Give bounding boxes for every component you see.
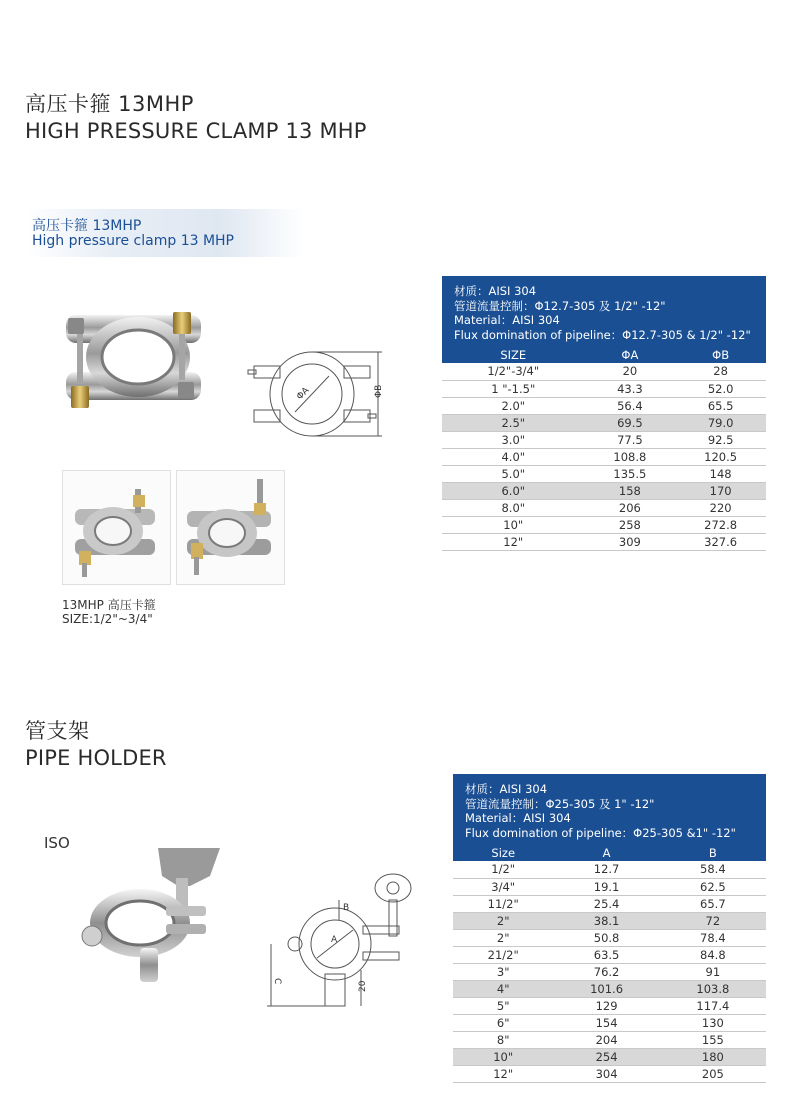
- cell-a: 135.5: [585, 465, 676, 482]
- high-pressure-clamp-photo: [58, 300, 218, 425]
- cell-b: 103.8: [660, 980, 766, 997]
- table-row: [453, 1014, 766, 1031]
- column-header-size: Size: [453, 844, 553, 861]
- cell-a: 38.1: [553, 912, 659, 929]
- cell-b: 180: [660, 1048, 766, 1065]
- clamp-size-table: [442, 346, 766, 551]
- cell-size: 8": [453, 1031, 553, 1048]
- cell-a: 19.1: [553, 878, 659, 895]
- section2-title-en: PIPE HOLDER: [25, 746, 167, 770]
- pipe-holder-spec-range-en: Flux domination of pipeline：Φ25-305 &1" -12": [465, 825, 736, 840]
- column-header-a: A: [553, 844, 659, 861]
- cell-b: 62.5: [660, 878, 766, 895]
- cell-a: 129: [553, 997, 659, 1014]
- cell-size: 1 "-1.5": [442, 380, 585, 397]
- drawing-label-phi-a: ΦA: [295, 385, 312, 403]
- section1-subtitle-box: [27, 209, 303, 257]
- cell-size: 8.0": [442, 499, 585, 516]
- cell-a: 12.7: [553, 861, 659, 878]
- pipe-holder-spec-range-cn: 管道流量控制：Φ25-305 及 1" -12": [465, 796, 655, 811]
- clamp-thumbnail-2[interactable]: [176, 470, 285, 585]
- table-row: [442, 448, 766, 465]
- cell-a: 76.2: [553, 963, 659, 980]
- cell-b: 155: [660, 1031, 766, 1048]
- cell-a: 204: [553, 1031, 659, 1048]
- cell-size: 12": [442, 533, 585, 550]
- cell-size: 10": [442, 516, 585, 533]
- column-header-a: ΦA: [585, 346, 676, 363]
- section1-subtitle-cn: 高压卡箍 13MHP: [32, 218, 142, 234]
- table-row: [442, 482, 766, 499]
- clamp-caption-line1: 13MHP 高压卡箍: [62, 598, 156, 612]
- cell-b: 272.8: [675, 516, 766, 533]
- table-row: [442, 516, 766, 533]
- cell-size: 3/4": [453, 878, 553, 895]
- table-row: [453, 946, 766, 963]
- cell-b: 327.6: [675, 533, 766, 550]
- clamp-thumbnail-1[interactable]: [62, 470, 171, 585]
- cell-b: 170: [675, 482, 766, 499]
- cell-b: 148: [675, 465, 766, 482]
- cell-b: 120.5: [675, 448, 766, 465]
- clamp-caption-line2: SIZE:1/2"~3/4": [62, 612, 153, 626]
- table-header-row: [442, 346, 766, 363]
- clamp-thumbnail-1-image: [63, 471, 170, 584]
- cell-a: 20: [585, 363, 676, 380]
- drawing-label-b: B: [343, 903, 350, 913]
- pipe-holder-size-table: [453, 844, 766, 1083]
- cell-a: 69.5: [585, 414, 676, 431]
- table-row: [453, 997, 766, 1014]
- drawing-label-a: A: [331, 935, 338, 945]
- cell-a: 258: [585, 516, 676, 533]
- pipe-holder-photo: [70, 848, 250, 988]
- clamp-spec-material-en: Material：AISI 304: [454, 313, 560, 327]
- table-row: [442, 380, 766, 397]
- column-header-b: ΦB: [675, 346, 766, 363]
- cell-size: 21/2": [453, 946, 553, 963]
- cell-size: 6.0": [442, 482, 585, 499]
- table-row: [453, 861, 766, 878]
- table-row: [442, 465, 766, 482]
- section1-title-cn: 高压卡箍 13MHP: [25, 92, 194, 116]
- cell-a: 56.4: [585, 397, 676, 414]
- cell-size: 2": [453, 912, 553, 929]
- cell-a: 254: [553, 1048, 659, 1065]
- cell-size: 4": [453, 980, 553, 997]
- cell-a: 206: [585, 499, 676, 516]
- cell-size: 2.5": [442, 414, 585, 431]
- cell-size: 5": [453, 997, 553, 1014]
- cell-size: 1/2": [453, 861, 553, 878]
- cell-a: 158: [585, 482, 676, 499]
- table-row: [442, 499, 766, 516]
- clamp-spec-material-cn: 材质：AISI 304: [454, 284, 537, 298]
- cell-b: 84.8: [660, 946, 766, 963]
- cell-b: 220: [675, 499, 766, 516]
- cell-size: 2": [453, 929, 553, 946]
- table-row: [453, 963, 766, 980]
- cell-size: 5.0": [442, 465, 585, 482]
- cell-b: 79.0: [675, 414, 766, 431]
- drawing-label-c: C: [272, 978, 282, 985]
- cell-a: 50.8: [553, 929, 659, 946]
- cell-b: 65.5: [675, 397, 766, 414]
- table-row: [442, 533, 766, 550]
- table-row: [453, 912, 766, 929]
- cell-a: 101.6: [553, 980, 659, 997]
- section1-subtitle-en: High pressure clamp 13 MHP: [32, 233, 235, 249]
- table-header-row: [453, 844, 766, 861]
- iso-label: ISO: [44, 834, 70, 852]
- cell-size: 10": [453, 1048, 553, 1065]
- cell-a: 63.5: [553, 946, 659, 963]
- table-row: [442, 397, 766, 414]
- clamp-spec-range-cn: 管道流量控制：Φ12.7-305 及 1/2" -12": [454, 298, 666, 313]
- column-header-size: SIZE: [442, 346, 585, 363]
- cell-b: 91: [660, 963, 766, 980]
- cell-b: 117.4: [660, 997, 766, 1014]
- pipe-holder-spec-header: [453, 774, 766, 844]
- table-row: [442, 414, 766, 431]
- high-pressure-clamp-drawing: [240, 340, 390, 448]
- cell-b: 92.5: [675, 431, 766, 448]
- table-row: [453, 878, 766, 895]
- table-row: [453, 1031, 766, 1048]
- drawing-label-phi-b: ΦB: [374, 384, 384, 398]
- cell-a: 43.3: [585, 380, 676, 397]
- column-header-b: B: [660, 844, 766, 861]
- table-row: [442, 431, 766, 448]
- cell-a: 304: [553, 1065, 659, 1082]
- cell-size: 11/2": [453, 895, 553, 912]
- cell-size: 3": [453, 963, 553, 980]
- clamp-spec-panel: [442, 276, 766, 551]
- clamp-spec-header: [442, 276, 766, 346]
- clamp-spec-range-en: Flux domination of pipeline：Φ12.7-305 & 1/2" -12": [454, 327, 751, 342]
- drawing-label-height: 20: [358, 980, 368, 992]
- section1-title-en: HIGH PRESSURE CLAMP 13 MHP: [25, 119, 367, 143]
- pipe-holder-spec-material-en: Material：AISI 304: [465, 811, 571, 825]
- cell-b: 205: [660, 1065, 766, 1082]
- cell-size: 4.0": [442, 448, 585, 465]
- cell-size: 12": [453, 1065, 553, 1082]
- table-row: [453, 1065, 766, 1082]
- cell-b: 58.4: [660, 861, 766, 878]
- cell-b: 65.7: [660, 895, 766, 912]
- clamp-thumbnail-2-image: [177, 471, 284, 584]
- cell-a: 25.4: [553, 895, 659, 912]
- cell-size: 1/2"-3/4": [442, 363, 585, 380]
- cell-size: 6": [453, 1014, 553, 1031]
- cell-a: 108.8: [585, 448, 676, 465]
- cell-b: 28: [675, 363, 766, 380]
- cell-size: 2.0": [442, 397, 585, 414]
- table-row: [453, 895, 766, 912]
- pipe-holder-spec-panel: [453, 774, 766, 1083]
- section2-title-cn: 管支架: [25, 719, 90, 743]
- cell-b: 78.4: [660, 929, 766, 946]
- table-row: [453, 980, 766, 997]
- pipe-holder-drawing: [265, 870, 415, 1020]
- cell-size: 3.0": [442, 431, 585, 448]
- cell-a: 77.5: [585, 431, 676, 448]
- table-row: [453, 1048, 766, 1065]
- cell-a: 309: [585, 533, 676, 550]
- table-row: [442, 363, 766, 380]
- cell-a: 154: [553, 1014, 659, 1031]
- pipe-holder-spec-material-cn: 材质：AISI 304: [465, 782, 548, 796]
- cell-b: 72: [660, 912, 766, 929]
- cell-b: 130: [660, 1014, 766, 1031]
- cell-b: 52.0: [675, 380, 766, 397]
- table-row: [453, 929, 766, 946]
